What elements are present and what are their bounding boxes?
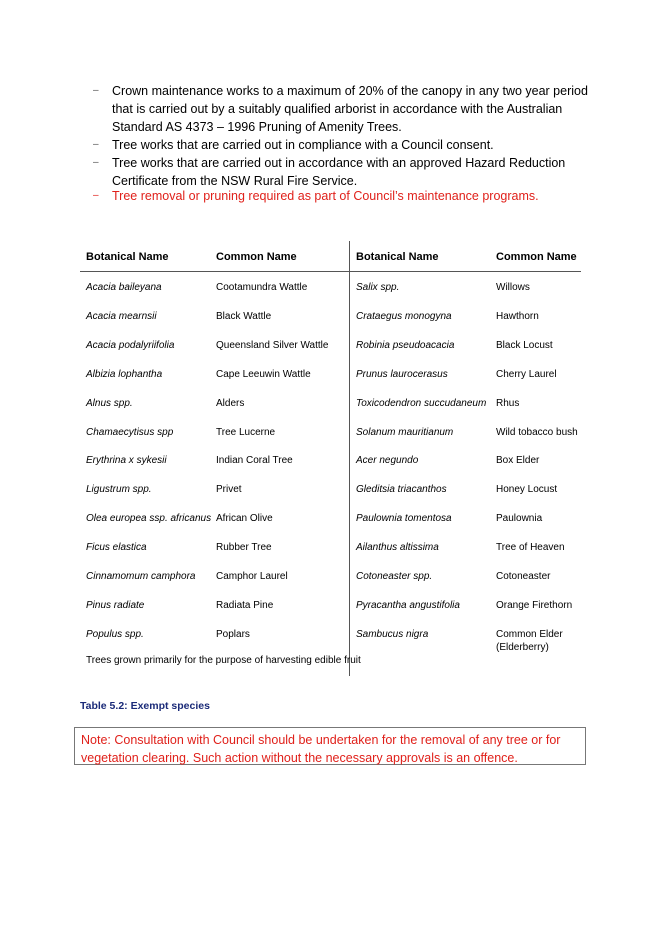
common-name-cell: Tree of Heaven: [496, 542, 565, 554]
common-name-cell: Orange Firethorn: [496, 599, 573, 611]
common-name-cell: Rubber Tree: [216, 542, 272, 554]
botanical-name-cell: Crataegus monogyna: [356, 310, 452, 322]
common-name-cell: Black Locust: [496, 339, 553, 351]
botanical-name-cell: Acacia podalyriifolia: [86, 339, 175, 351]
botanical-name-cell: Solanum mauritianum: [356, 426, 454, 438]
common-name-cell: Paulownia: [496, 513, 543, 525]
botanical-name-cell: Chamaecytisus spp: [86, 426, 174, 438]
exempt-species-table: [80, 241, 580, 676]
botanical-name-cell: Albizia lophantha: [86, 368, 163, 380]
common-name-cell: Cotoneaster: [496, 571, 551, 582]
botanical-name-cell: Olea europea ssp. africanus: [86, 513, 212, 525]
common-name-cell: Honey Locust: [496, 484, 558, 496]
header-rule: [80, 271, 581, 272]
botanical-name-cell: Sambucus nigra: [356, 628, 429, 640]
note-text: Note: Consultation with Council should be undertaken for the removal of any tree or for vegetation clearing. Such action without the necessary approvals is an offence.: [81, 733, 561, 765]
botanical-name-cell: Acer negundo: [356, 455, 419, 467]
exemption-list: [90, 82, 590, 205]
botanical-name-cell: Ligustrum spp.: [86, 484, 152, 496]
dash-bullet-icon: –: [93, 85, 99, 96]
botanical-name-cell: Acacia baileyana: [86, 282, 162, 293]
botanical-name-cell: Robinia pseudoacacia: [356, 339, 455, 351]
common-name-cell: Radiata Pine: [216, 599, 274, 611]
common-name-cell: Indian Coral Tree: [216, 455, 293, 467]
dash-bullet-icon: –: [93, 190, 99, 201]
botanical-name-cell: Gleditsia triacanthos: [356, 484, 447, 496]
common-name-cell: Privet: [216, 484, 242, 496]
dash-bullet-icon: –: [93, 139, 99, 150]
list-item: [90, 136, 590, 154]
common-name-cell: Queensland Silver Wattle: [216, 339, 329, 351]
list-item: [90, 187, 590, 205]
common-name-cell: African Olive: [216, 513, 273, 525]
table-caption: Table 5.2: Exempt species: [80, 700, 210, 712]
botanical-name-cell: Ailanthus altissima: [356, 542, 439, 554]
column-divider: [349, 241, 350, 676]
note-box: [74, 727, 586, 765]
botanical-name-cell: Toxicodendron succudaneum: [356, 397, 487, 409]
botanical-name-cell: Erythrina x sykesii: [86, 455, 167, 467]
list-item: [90, 154, 590, 187]
header-botanical-name: Botanical Name: [86, 251, 169, 263]
botanical-name-cell: Populus spp.: [86, 628, 144, 640]
list-item-text: Crown maintenance works to a maximum of 20% of the canopy in any two year period that is carried out by a suitably qualified arborist in accordance with the Australian Standard AS 4373 – 1996 Pruning of Amenity Trees.: [112, 84, 588, 134]
botanical-name-cell: Pinus radiate: [86, 599, 145, 611]
botanical-name-cell: Cotoneaster spp.: [356, 571, 433, 582]
common-name-cell: Cape Leeuwin Wattle: [216, 368, 311, 380]
botanical-name-cell: Ficus elastica: [86, 542, 147, 554]
common-name-cell: Poplars: [216, 628, 250, 640]
header-common-name: Common Name: [496, 251, 577, 263]
botanical-name-cell: Salix spp.: [356, 282, 400, 293]
botanical-name-cell: Prunus laurocerasus: [356, 368, 448, 380]
common-name-cell: Camphor Laurel: [216, 571, 288, 582]
common-name-cell: Hawthorn: [496, 310, 539, 322]
botanical-name-cell: Acacia mearnsii: [86, 310, 157, 322]
common-name-cell: Box Elder: [496, 455, 540, 467]
table-footnote: Trees grown primarily for the purpose of harvesting edible fruit: [86, 655, 361, 666]
common-name-cell: Cootamundra Wattle: [216, 282, 308, 293]
common-name-cell: Rhus: [496, 397, 520, 409]
common-name-cell: Alders: [216, 397, 245, 409]
botanical-name-cell: Alnus spp.: [86, 397, 133, 409]
botanical-name-cell: Cinnamomum camphora: [86, 571, 196, 582]
common-name-cell: Black Wattle: [216, 310, 272, 322]
list-item: [90, 82, 590, 136]
common-name-cell: Tree Lucerne: [216, 426, 276, 438]
list-item-text: Tree works that are carried out in accordance with an approved Hazard Reduction Certificate from the NSW Rural Fire Service.: [112, 156, 566, 188]
common-name-cell: Wild tobacco bush: [496, 426, 578, 438]
common-name-cell: Willows: [496, 282, 530, 293]
botanical-name-cell: Pyracantha angustifolia: [356, 599, 460, 611]
list-item-text: Tree removal or pruning required as part of Council’s maintenance programs.: [112, 189, 539, 203]
common-name-cell: Cherry Laurel: [496, 368, 557, 380]
botanical-name-cell: Paulownia tomentosa: [356, 513, 452, 525]
header-common-name: Common Name: [216, 251, 297, 263]
common-name-cell: Common Elder (Elderberry): [496, 628, 563, 653]
dash-bullet-icon: –: [93, 157, 99, 168]
list-item-text: Tree works that are carried out in compliance with a Council consent.: [112, 138, 494, 152]
header-botanical-name: Botanical Name: [356, 251, 439, 263]
